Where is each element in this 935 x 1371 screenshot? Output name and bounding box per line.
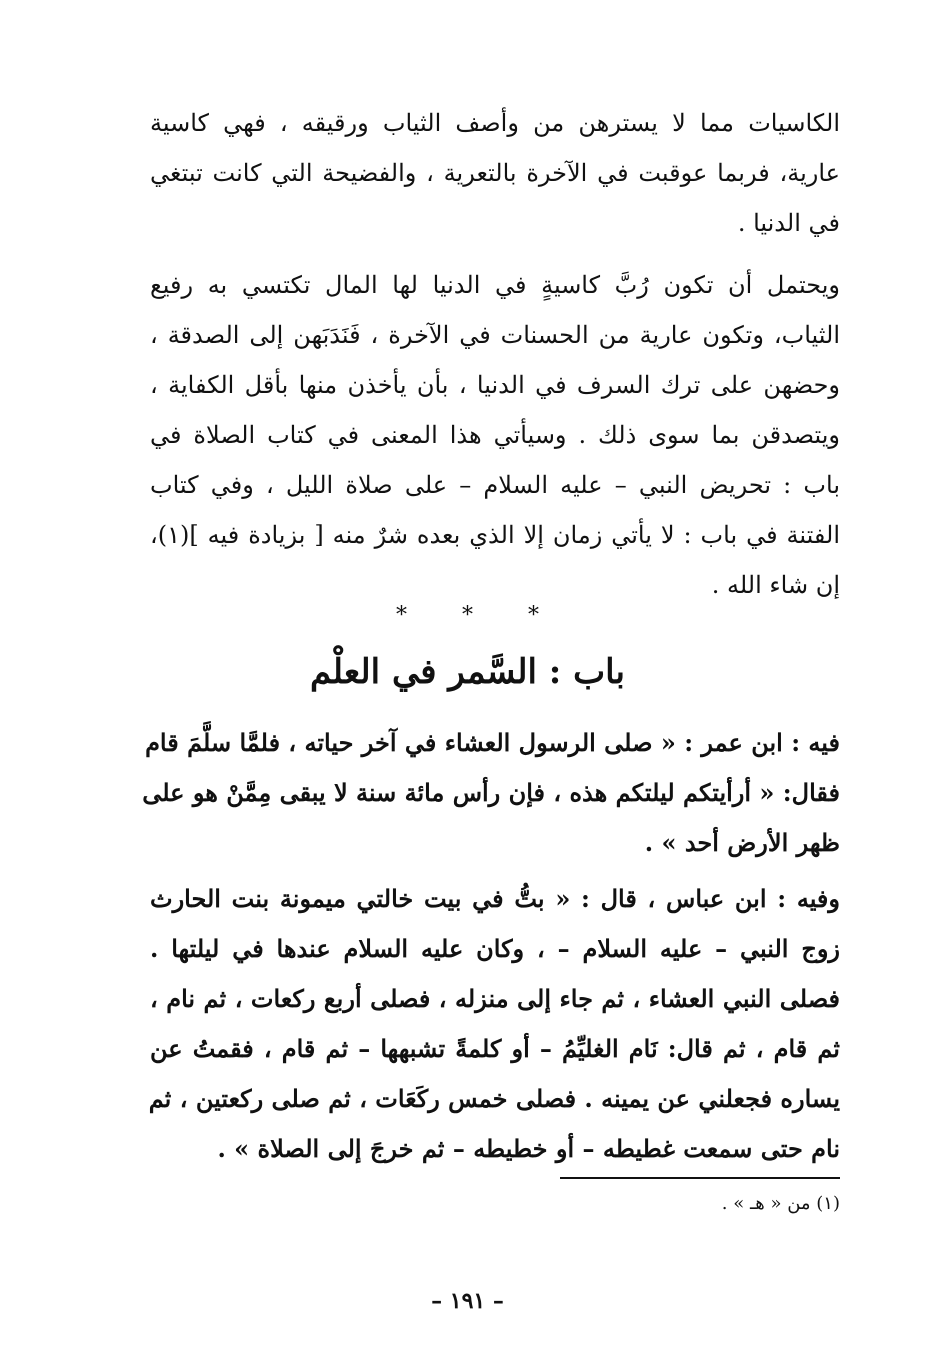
text-line: وحضهن على ترك السرف في الدنيا ، بأن يأخذن منها بأقل الكفاية ،	[150, 371, 840, 399]
paragraph-yahtamil	[150, 260, 840, 610]
page-number: – ١٩١ –	[431, 1288, 504, 1314]
section-separator-stars: * * *	[396, 603, 539, 628]
text-line: فصلى النبي العشاء ، ثم جاء إلى منزله ، فصلى أربع ركعات ، ثم نام ،	[150, 984, 840, 1013]
text-line: باب : تحريض النبي – عليه السلام – على صلاة الليل ، وفي كتاب	[150, 471, 841, 499]
text-line: وفيه : ابن عباس ، قال : « بتُّ في بيت خالتي ميمونة بنت الحارث	[150, 884, 840, 913]
text-line: فيه : ابن عمر : « صلى الرسول العشاء في آخر حياته ، فلمَّا سلَّمَ قام	[145, 728, 840, 757]
chapter-title: باب : السَّمر في العلْم	[310, 652, 625, 692]
paragraph-ibn-umar	[142, 718, 840, 868]
text-line: إن شاء الله .	[711, 571, 840, 599]
footnote: (١) من « هـ » .	[721, 1193, 840, 1214]
footnote-divider	[560, 1177, 840, 1179]
paragraph-kasiyat	[150, 98, 840, 248]
paragraph-ibn-abbas	[150, 874, 840, 1174]
text-line: نام حتى سمعت غطيطه – أو خطيطه – ثم خرجَ إلى الصلاة » .	[217, 1134, 840, 1163]
text-line: فقال: « أرأيتكم ليلتكم هذه ، فإن رأس مائة سنة لا يبقى مِمَّنْ هو على	[142, 778, 840, 807]
text-line: عارية، فربما عوقبت في الآخرة بالتعرية ، والفضيحة التي كانت تبتغي	[150, 159, 840, 187]
text-line: يساره فجعلني عن يمينه . فصلى خمس ركَعَات ، ثم صلى ركعتين ، ثم	[148, 1084, 840, 1113]
text-line: زوج النبي – عليه السلام – ، وكان عليه السلام عندها في ليلتها .	[150, 934, 840, 963]
text-line: ظهر الأرض أحد » .	[644, 828, 840, 857]
text-line: في الدنيا .	[737, 209, 840, 237]
text-line: الفتنة في باب : لا يأتي زمان إلا الذي بعده شرٌ منه [ بزيادة فيه ](١)،	[150, 521, 840, 549]
text-line: ويحتمل أن تكون رُبَّ كاسيةٍ في الدنيا لها المال تكتسي به رفيع	[150, 271, 840, 299]
text-line: ويتصدقن بما سوى ذلك . وسيأتي هذا المعنى في كتاب الصلاة في	[150, 421, 840, 449]
text-line: الثياب، وتكون عارية من الحسنات في الآخرة ، فَنَدَبَهن إلى الصدقة ،	[150, 321, 840, 349]
text-line: الكاسيات مما لا يسترهن من وأصف الثياب ورقيقه ، فهي كاسية	[150, 109, 840, 137]
text-line: ثم قام ، ثم قال: نَام الغليِّمُ – أو كلمةً تشبهها – ثم قام ، فقمتُ عن	[150, 1034, 840, 1063]
